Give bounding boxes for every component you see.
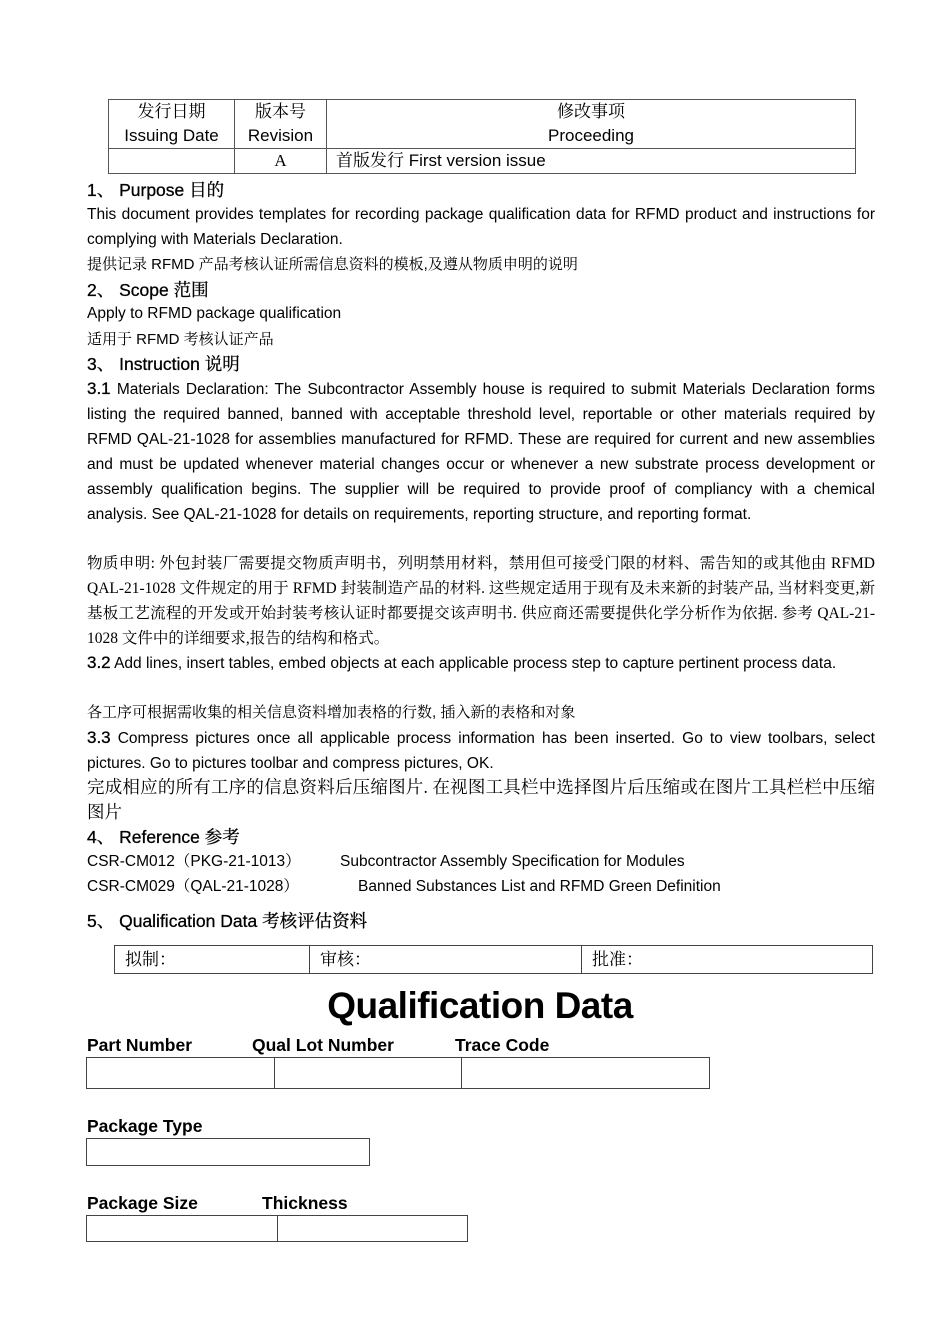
qualification-heading: 5、 Qualification Data 考核评估资料 bbox=[87, 911, 368, 931]
issuing-date-en: Issuing Date bbox=[124, 126, 219, 145]
revision-en: Revision bbox=[247, 126, 314, 145]
qual-lot-number-label: Qual Lot Number bbox=[252, 1035, 394, 1055]
form-title: Qualification Data bbox=[327, 985, 633, 1026]
signoff-row bbox=[114, 945, 873, 974]
purpose-text-en: This document provides templates for recording package qualification data for RFMD product and instructions for complying with Materials Declaration. bbox=[87, 206, 875, 248]
section-3-1-en bbox=[87, 376, 875, 527]
package-size-field[interactable] bbox=[87, 1216, 278, 1241]
part-number-label: Part Number bbox=[87, 1035, 193, 1055]
scope-heading: 2、 Scope 范围 bbox=[87, 280, 209, 300]
section-3-2-en bbox=[87, 650, 875, 676]
purpose-heading: 1、 Purpose 目的 bbox=[87, 180, 225, 200]
review-cell: 审核： bbox=[310, 946, 582, 973]
part-number-field[interactable] bbox=[87, 1058, 275, 1088]
thickness-field[interactable] bbox=[278, 1216, 467, 1241]
trace-code-label: Trace Code bbox=[455, 1035, 550, 1055]
package-size-label: Package Size bbox=[87, 1193, 198, 1213]
trace-code-field[interactable] bbox=[462, 1058, 709, 1088]
revision-header bbox=[235, 100, 327, 149]
section-3-3-text: Compress pictures once all applicable process information has been inserted. Go to view toolbars, select pictures. Go to pictures toolbar and compress pictures, OK. bbox=[87, 730, 875, 772]
section-3-1-number: 3.1 bbox=[87, 379, 111, 398]
scope-text-en: Apply to RFMD package qualification bbox=[87, 305, 342, 322]
package-type-label: Package Type bbox=[87, 1116, 203, 1136]
issuing-date-header bbox=[109, 100, 235, 149]
thickness-label: Thickness bbox=[262, 1193, 348, 1213]
section-3-3-number: 3.3 bbox=[87, 728, 111, 747]
issuing-date-cn: 发行日期 bbox=[137, 102, 206, 121]
section-3-3-en bbox=[87, 725, 875, 776]
scope-text-cn: 适用于 RFMD 考核认证产品 bbox=[87, 331, 274, 348]
revision-table bbox=[108, 99, 856, 174]
proceeding-value-cell: 首版发行 First version issue bbox=[327, 149, 856, 174]
reference-desc-2: Banned Substances List and RFMD Green Definition bbox=[358, 878, 721, 895]
reference-code-2: CSR-CM029（QAL-21-1028） bbox=[87, 878, 299, 895]
section-3-3-cn: 完成相应的所有工序的信息资料后压缩图片. 在视图工具栏中选择图片后压缩或在图片工具栏栏中压缩图片 bbox=[87, 777, 875, 822]
section-3-2-number: 3.2 bbox=[87, 653, 111, 672]
reference-desc-1: Subcontractor Assembly Specification for Modules bbox=[340, 853, 685, 870]
section-3-1-cn: 物质申明: 外包封装厂需要提交物质声明书，列明禁用材料，禁用但可接受门限的材料、需告知的或其他由 RFMD QAL-21-1028 文件规定的用于 RFMD 封装制造产品的材料. 这些规定适用于现有及未来新的封装产品, 当材料变更,新基板工艺流程的开发或开始封装考核认证时都要提交该声明书. 供应商还需要提供化学分析作为依据. 参考 QAL-21-1028 文件中的详细要求,报告的结构和格式。 bbox=[87, 555, 875, 647]
reference-heading: 4、 Reference 参考 bbox=[87, 827, 240, 847]
section-3-1-text: Materials Declaration: The Subcontractor Assembly house is required to submit Materials Declaration forms listing the required banned, banned with acceptable threshold level, reportable or other materials required by RFMD QAL-21-1028 for assemblies manufactured for RFMD. These are required for current and new assemblies and must be updated whenever material changes occur or whenever a new substrate process development or assembly qualification begins. The supplier will be required to provide proof of compliancy with a chemical analysis. See QAL-21-1028 for details on requirements, reporting structure, and reporting format. bbox=[87, 381, 875, 523]
reference-code-1: CSR-CM012（PKG-21-1013） bbox=[87, 853, 301, 870]
approve-cell: 批准： bbox=[592, 950, 643, 969]
section-3-2-text: Add lines, insert tables, embed objects at each applicable process step to capture pertinent process data. bbox=[114, 655, 837, 672]
package-type-field[interactable] bbox=[86, 1138, 370, 1166]
revision-value-cell: A bbox=[235, 149, 327, 174]
instruction-heading: 3、 Instruction 说明 bbox=[87, 354, 240, 374]
proceeding-header bbox=[327, 100, 856, 149]
section-3-2-cn: 各工序可根据需收集的相关信息资料增加表格的行数, 插入新的表格和对象 bbox=[87, 704, 576, 721]
proceeding-en: Proceeding bbox=[547, 126, 634, 145]
proceeding-cn: 修改事项 bbox=[557, 102, 625, 121]
part-info-fields bbox=[86, 1057, 710, 1089]
package-size-fields bbox=[86, 1215, 468, 1242]
revision-cn: 版本号 bbox=[255, 102, 306, 121]
purpose-text-cn: 提供记录 RFMD 产品考核认证所需信息资料的模板,及遵从物质申明的说明 bbox=[87, 256, 578, 273]
revision-date-cell bbox=[109, 149, 235, 174]
qual-lot-number-field[interactable] bbox=[275, 1058, 462, 1088]
draft-cell: 拟制： bbox=[115, 946, 310, 973]
